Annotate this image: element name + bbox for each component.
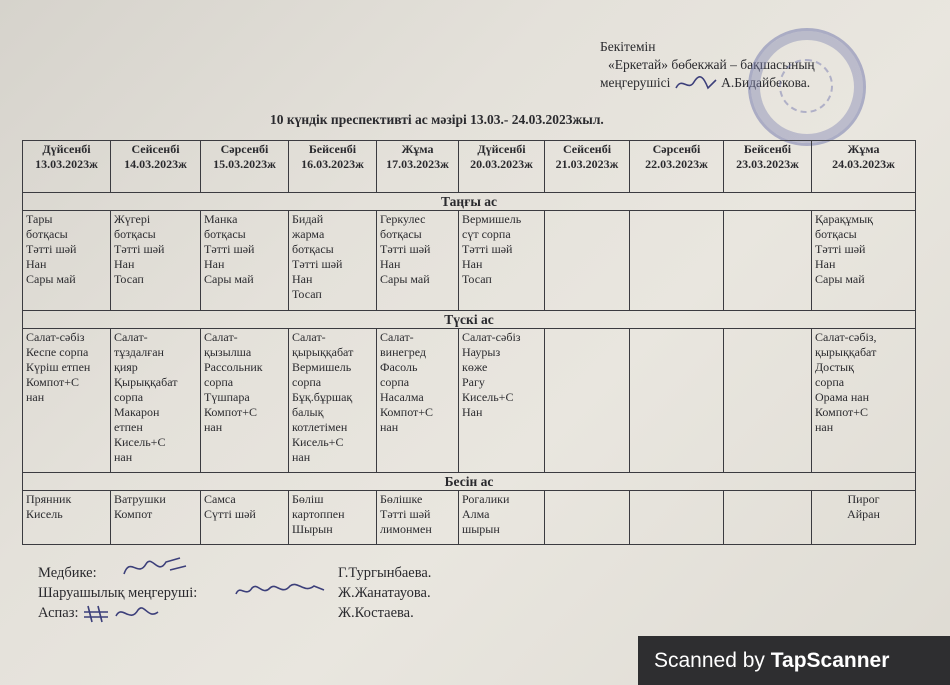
breakfast-cell	[289, 211, 377, 311]
menu-item: Салат-	[114, 330, 148, 344]
menu-item: сорпа	[380, 375, 410, 389]
menu-item: Бөліш	[292, 492, 324, 506]
section-breakfast	[23, 193, 916, 211]
menu-item: Тосап	[292, 287, 322, 301]
snack-cell	[377, 491, 459, 545]
menu-item: қияр	[114, 360, 138, 374]
breakfast-cell	[111, 211, 201, 311]
menu-item: көже	[462, 360, 488, 374]
day-header	[724, 141, 812, 193]
menu-item: сүт сорпа	[462, 227, 511, 241]
day-date: 22.03.2023ж	[645, 157, 708, 171]
menu-item: Нан	[380, 257, 401, 271]
menu-item: ботқасы	[380, 227, 422, 241]
menu-item: Салат-сәбіз	[26, 330, 85, 344]
menu-item: Вермишель	[462, 212, 522, 226]
day-name: Бейсенбі	[743, 142, 792, 156]
menu-item: Макарон	[114, 405, 160, 419]
menu-item: нан	[292, 450, 311, 464]
watermark-brand: TapScanner	[770, 649, 890, 672]
menu-item: Сары май	[204, 272, 254, 286]
menu-item: шырын	[462, 522, 500, 536]
menu-item: ботқасы	[204, 227, 246, 241]
day-date: 14.03.2023ж	[124, 157, 187, 171]
lunch-cell	[201, 329, 289, 473]
menu-item: сорпа	[815, 375, 845, 389]
menu-item: Салат-	[292, 330, 326, 344]
day-date: 17.03.2023ж	[386, 157, 449, 171]
snack-cell	[724, 491, 812, 545]
menu-item: Салат-	[380, 330, 414, 344]
menu-item: Кисель+С	[292, 435, 344, 449]
menu-item: нан	[114, 450, 133, 464]
menu-item: Компот	[114, 507, 153, 521]
menu-item: Күріш етпен	[26, 360, 91, 374]
menu-item: Прянник	[26, 492, 72, 506]
menu-item: Нан	[204, 257, 225, 271]
snack-cell	[812, 491, 916, 545]
day-name: Жұма	[847, 142, 880, 156]
menu-item: Қырыққабат	[114, 375, 178, 389]
menu-item: Ватрушки	[114, 492, 166, 506]
section-lunch	[23, 311, 916, 329]
day-header	[812, 141, 916, 193]
breakfast-cell	[23, 211, 111, 311]
snack-cell	[459, 491, 545, 545]
menu-item: ботқасы	[114, 227, 156, 241]
lunch-cell	[377, 329, 459, 473]
lunch-cell	[289, 329, 377, 473]
menu-item: Кисель	[26, 507, 63, 521]
day-header	[201, 141, 289, 193]
menu-item: Наурыз	[462, 345, 501, 359]
cook-signature-icon	[82, 600, 162, 626]
menu-item: Вермишель	[292, 360, 352, 374]
menu-item: Түшпара	[204, 390, 250, 404]
menu-item: Кисель+С	[462, 390, 514, 404]
cook-label: Аспаз:	[38, 605, 79, 621]
lunch-cell	[23, 329, 111, 473]
lunch-row	[23, 329, 916, 473]
day-date: 20.03.2023ж	[470, 157, 533, 171]
menu-item: Алма	[462, 507, 490, 521]
section-snack	[23, 473, 916, 491]
menu-item: нан	[204, 420, 223, 434]
day-header	[545, 141, 630, 193]
snack-cell	[545, 491, 630, 545]
menu-item: Рогалики	[462, 492, 510, 506]
watermark-prefix: Scanned by	[654, 649, 771, 672]
menu-item: Сары май	[815, 272, 865, 286]
menu-item: Сары май	[380, 272, 430, 286]
day-date: 24.03.2023ж	[832, 157, 895, 171]
menu-item: Қарақұмық	[815, 212, 873, 226]
menu-item: Тәтті шәй	[815, 242, 866, 256]
approval-line-2: «Еркетай» бөбекжай – бақшасының	[608, 57, 815, 72]
menu-item: Салат-	[204, 330, 238, 344]
menu-item: ботқасы	[292, 242, 334, 256]
nurse-name: Г.Тургынбаева.	[338, 565, 432, 581]
day-header	[111, 141, 201, 193]
cook-name: Ж.Костаева.	[338, 605, 414, 621]
menu-item: Жүгері	[114, 212, 151, 226]
menu-item: Тосап	[114, 272, 144, 286]
menu-item: Фасоль	[380, 360, 418, 374]
director-name: А.Бидайбекова.	[721, 75, 811, 91]
menu-item: Тәтті шәй	[292, 257, 343, 271]
breakfast-row	[23, 211, 916, 311]
menu-item: Тәтті шәй	[380, 242, 431, 256]
menu-item: Нан	[815, 257, 836, 271]
day-name: Бейсенбі	[308, 142, 357, 156]
menu-item: Сары май	[26, 272, 76, 286]
nurse-signature-icon	[120, 552, 190, 582]
menu-item: Салат-сәбіз,	[815, 330, 877, 344]
menu-item: сорпа	[204, 375, 234, 389]
day-header	[377, 141, 459, 193]
menu-item: Кисель+С	[114, 435, 166, 449]
day-name: Сейсенбі	[131, 142, 180, 156]
breakfast-cell	[459, 211, 545, 311]
snack-cell	[289, 491, 377, 545]
manager-label: Шаруашылық меңгеруші:	[38, 585, 198, 601]
menu-item: ботқасы	[815, 227, 857, 241]
snack-cell	[201, 491, 289, 545]
header-row	[23, 141, 916, 193]
menu-table	[22, 140, 916, 545]
lunch-cell	[724, 329, 812, 473]
menu-item: Насалма	[380, 390, 424, 404]
snack-cell	[111, 491, 201, 545]
nurse-label: Медбике:	[38, 565, 97, 581]
menu-item: қырыққабат	[815, 345, 877, 359]
day-date: 21.03.2023ж	[555, 157, 619, 171]
menu-item: Тәтті шәй	[462, 242, 513, 256]
day-date: 15.03.2023ж	[213, 157, 276, 171]
day-date: 13.03.2023ж	[35, 157, 98, 171]
menu-item: лимонмен	[380, 522, 432, 536]
menu-item: қызылша	[204, 345, 252, 359]
lunch-cell	[812, 329, 916, 473]
menu-item: винегред	[380, 345, 427, 359]
breakfast-cell	[724, 211, 812, 311]
lunch-cell	[459, 329, 545, 473]
menu-item: жарма	[292, 227, 325, 241]
menu-item: Нан	[462, 257, 483, 271]
day-name: Сейсенбі	[562, 142, 612, 156]
lunch-cell	[111, 329, 201, 473]
menu-item: котлетімен	[292, 420, 348, 434]
breakfast-cell	[545, 211, 630, 311]
menu-item: ботқасы	[26, 227, 68, 241]
menu-item: сорпа	[114, 390, 144, 404]
menu-item: Кеспе сорпа	[26, 345, 89, 359]
lunch-cell	[630, 329, 724, 473]
menu-item: тұздалған	[114, 345, 164, 359]
day-name: Дүйсенбі	[42, 142, 91, 156]
menu-item: сорпа	[292, 375, 322, 389]
menu-item: Шырын	[292, 522, 333, 536]
stamp-icon	[748, 28, 866, 146]
menu-item: Нан	[292, 272, 313, 286]
menu-item: Рагу	[462, 375, 485, 389]
menu-item: Компот+С	[815, 405, 869, 419]
menu-item: Сүтті шәй	[204, 507, 256, 521]
menu-item: Геркулес	[380, 212, 426, 226]
snack-cell	[23, 491, 111, 545]
section-title: Түскі ас	[23, 311, 916, 329]
breakfast-cell	[377, 211, 459, 311]
menu-item: Манка	[204, 212, 238, 226]
day-date: 23.03.2023ж	[736, 157, 799, 171]
day-header	[630, 141, 724, 193]
day-name: Дүйсенбі	[477, 142, 526, 156]
breakfast-cell	[630, 211, 724, 311]
menu-item: Компот+С	[26, 375, 80, 389]
day-date: 16.03.2023ж	[301, 157, 364, 171]
snack-row	[23, 491, 916, 545]
menu-item: Тәтті шәй	[204, 242, 255, 256]
day-header	[459, 141, 545, 193]
lunch-cell	[545, 329, 630, 473]
menu-item: Тәтті шәй	[26, 242, 77, 256]
day-name: Сәрсенбі	[652, 142, 701, 156]
menu-item: Бөлішке	[380, 492, 423, 506]
section-title: Таңғы ас	[23, 193, 916, 211]
menu-item: балық	[292, 405, 324, 419]
menu-item: Тәтті шәй	[114, 242, 165, 256]
manager-name: Ж.Жанатауова.	[338, 585, 431, 601]
menu-item: Бұқ.бұршақ	[292, 390, 353, 404]
snack-cell	[630, 491, 724, 545]
menu-item: Пирог	[847, 492, 880, 506]
menu-item: етпен	[114, 420, 143, 434]
page-title: 10 күндік преспективті ас мәзірі 13.03.- 24.03.2023жыл.	[270, 112, 604, 127]
menu-item: Нан	[114, 257, 135, 271]
menu-item: Нан	[462, 405, 483, 419]
manager-signature-icon	[232, 578, 327, 602]
menu-item: қырыққабат	[292, 345, 354, 359]
section-title: Бесін ас	[23, 473, 916, 491]
approval-line-1: Бекітемін	[600, 39, 656, 54]
menu-item: Тәтті шәй	[380, 507, 431, 521]
day-name: Сәрсенбі	[220, 142, 269, 156]
day-header	[23, 141, 111, 193]
menu-item: нан	[380, 420, 399, 434]
menu-item: Рассольник	[204, 360, 263, 374]
approval-role: меңгерушісі	[600, 75, 671, 91]
menu-item: нан	[815, 420, 834, 434]
menu-item: картоппен	[292, 507, 345, 521]
day-name: Жұма	[401, 142, 434, 156]
menu-item: Компот+С	[380, 405, 434, 419]
menu-item: Айран	[847, 507, 880, 521]
menu-item: Тосап	[462, 272, 492, 286]
menu-item: Тары	[26, 212, 53, 226]
menu-item: Орама нан	[815, 390, 869, 404]
menu-item: Бидай	[292, 212, 324, 226]
menu-item: Салат-сәбіз	[462, 330, 521, 344]
menu-item: Самса	[204, 492, 236, 506]
scanner-watermark	[638, 636, 950, 685]
menu-item: Компот+С	[204, 405, 258, 419]
menu-item: Нан	[26, 257, 47, 271]
director-signature-icon	[674, 74, 718, 94]
day-header	[289, 141, 377, 193]
menu-item: Достық	[815, 360, 854, 374]
breakfast-cell	[201, 211, 289, 311]
breakfast-cell	[812, 211, 916, 311]
menu-item: нан	[26, 390, 45, 404]
